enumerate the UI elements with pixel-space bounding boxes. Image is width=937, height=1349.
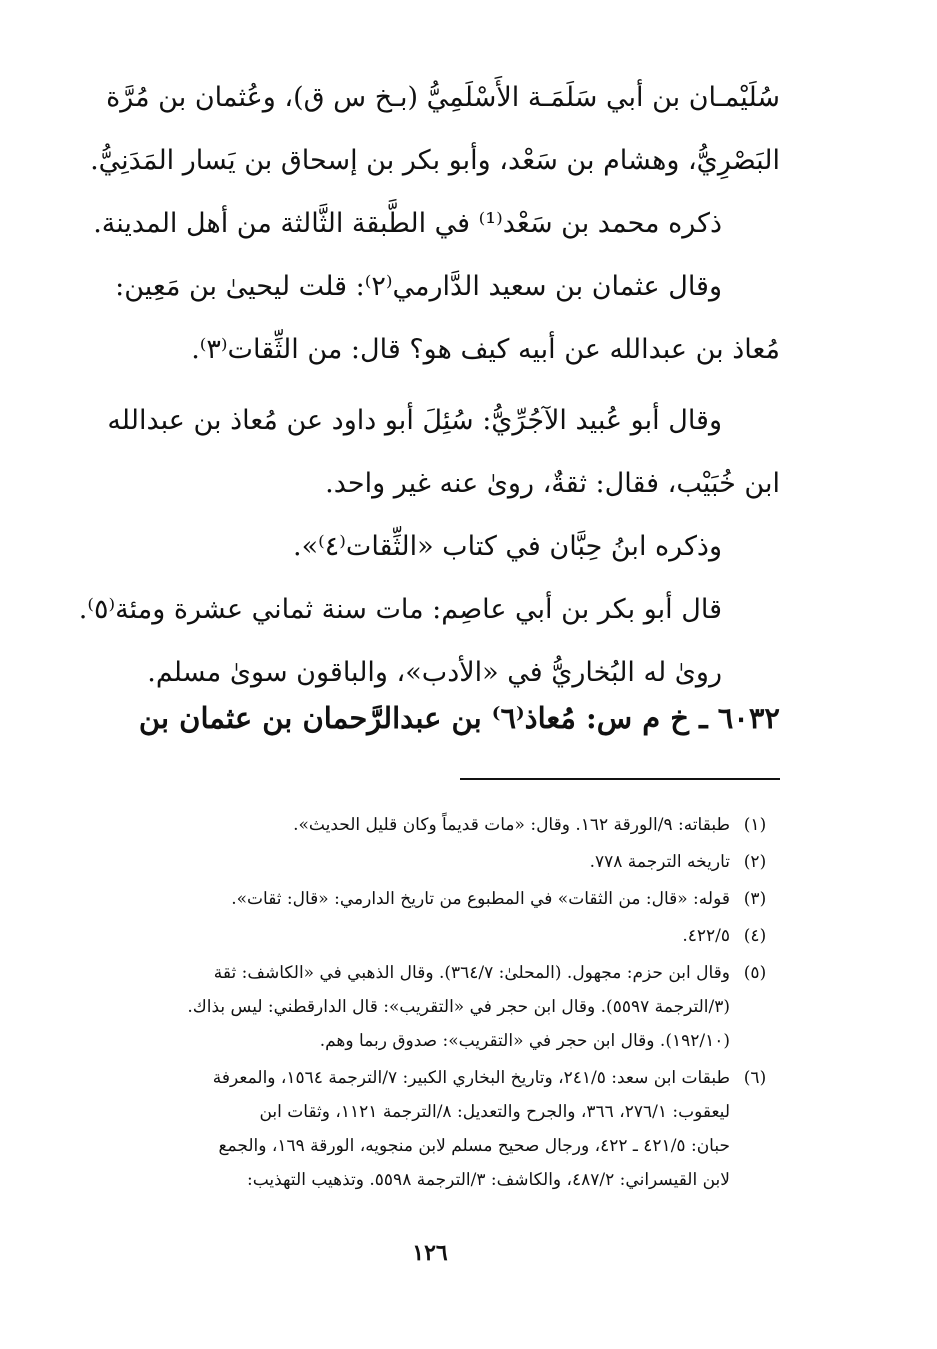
footnote-line: وقال ابن حزم: مجهول. (المحلىٰ: ٣٦٤/٧). وقال الذهبي في «الكاشف: ثقة xyxy=(213,963,730,983)
footnote-line: (٣/الترجمة ٥٥٩٧). وقال ابن حجر في «التقريب»: قال الدارقطني: ليس بذاك. xyxy=(187,997,730,1017)
footnote-number: (٣) xyxy=(743,889,767,909)
text-line: وقال أبو عُبيد الآجُرِّيُّ: سُئِلَ أبو داود عن مُعاذ بن عبدالله xyxy=(107,405,722,436)
footnote-number: (٤) xyxy=(743,926,767,946)
text-line: وقال عثمان بن سعيد الدَّارمي⁽٢⁾: قلت ليحيىٰ بن مَعِين: xyxy=(115,271,722,302)
footnote-line: ليعقوب: ٢٧٦/١، ٣٦٦، والجرح والتعديل: ٨/الترجمة ١١٢١، وثقات ابن xyxy=(259,1102,730,1122)
footnote xyxy=(78,808,780,842)
footnote-number: (١) xyxy=(743,815,767,835)
footnote-divider xyxy=(460,778,780,780)
footnote-number: (٥) xyxy=(743,963,767,983)
footnote-number: (٦) xyxy=(743,1068,767,1088)
text-line: قال أبو بكر بن أبي عاصِم: مات سنة ثماني عشرة ومئة⁽٥⁾. xyxy=(78,594,722,625)
footnote-line: (١٩٢/١٠). وقال ابن حجر في «التقريب»: صدوق ربما وهم. xyxy=(319,1031,730,1051)
text-line: ذكره محمد بن سَعْد⁽¹⁾ في الطَّبقة الثَّالثة من أهل المدينة. xyxy=(93,208,722,239)
main-text xyxy=(78,66,780,704)
footnote-line: لابن القيسراني: ٤٨٧/٢، والكاشف: ٣/الترجمة ٥٥٩٨. وتذهيب التهذيب: xyxy=(246,1170,730,1190)
footnote-line: تاريخه الترجمة ٧٧٨. xyxy=(589,852,730,872)
text-line: وذكره ابنُ حِبَّان في كتاب «الثِّقات⁽٤⁾». xyxy=(293,531,722,562)
footnote xyxy=(78,956,780,1058)
page-number: ١٢٦ xyxy=(412,1240,448,1266)
footnote xyxy=(78,882,780,916)
footnotes xyxy=(78,808,780,1200)
footnote xyxy=(78,919,780,953)
footnote xyxy=(78,845,780,879)
entry-heading: ٦٠٣٢ ـ خ م س: مُعاذ⁽٦⁾ بن عبدالرَّحمان بن عثمان بن xyxy=(138,701,780,735)
text-line: ابن خُبَيْب، فقال: ثقةٌ، روىٰ عنه غير واحد. xyxy=(325,468,780,499)
footnote-line: ٤٢٢/٥. xyxy=(682,926,730,946)
footnote-line: قوله: «قال: من الثقات» في المطبوع من تاريخ الدارمي: «قال: ثقات». xyxy=(231,889,730,909)
footnote-line: طبقاته: ٩/الورقة ١٦٢. وقال: «مات قديماً وكان قليل الحديث». xyxy=(293,815,730,835)
text-line: مُعاذ بن عبدالله عن أبيه كيف هو؟ قال: من الثِّقات⁽٣⁾. xyxy=(191,334,780,365)
footnote xyxy=(78,1061,780,1197)
text-line: سُلَيْمـان بن أبي سَلَمَـة الأَسْلَمِيُّ (بـخ س ق)، وعُثمان بن مُرَّة xyxy=(106,82,780,113)
footnote-line: حبان: ٤٢١/٥ ـ ٤٢٢، ورجال صحيح مسلم لابن منجويه، الورقة ١٦٩، والجمع xyxy=(218,1136,730,1156)
text-line: روىٰ له البُخاريُّ في «الأدب»، والباقون سوىٰ مسلم. xyxy=(147,657,722,688)
footnote-line: طبقات ابن سعد: ٢٤١/٥، وتاريخ البخاري الكبير: ٧/الترجمة ١٥٦٤، والمعرفة xyxy=(212,1068,730,1088)
text-line: البَصْرِيُّ، وهشام بن سَعْد، وأبو بكر بن إسحاق بن يَسار المَدَنِيُّ. xyxy=(90,145,780,176)
footnote-number: (٢) xyxy=(743,852,767,872)
